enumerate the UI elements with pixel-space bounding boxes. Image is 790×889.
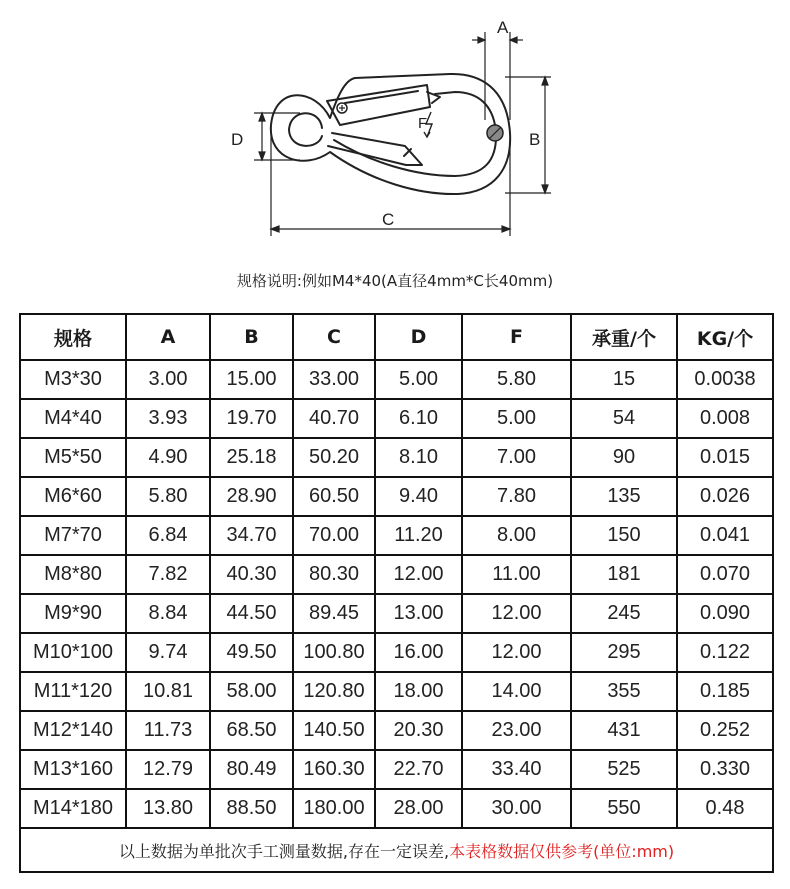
spec-value-cell: 22.70 — [375, 750, 462, 789]
spec-value-cell: 0.48 — [677, 789, 773, 828]
spec-value-cell: 60.50 — [293, 477, 375, 516]
carabiner-eye — [289, 113, 322, 146]
spec-value-cell: 181 — [571, 555, 677, 594]
spec-value-cell: 245 — [571, 594, 677, 633]
spec-value-cell: 0.330 — [677, 750, 773, 789]
spec-value-cell: 11.00 — [462, 555, 571, 594]
carabiner-diagram — [0, 0, 790, 260]
dim-label-d: D — [231, 130, 244, 149]
spec-value-cell: 70.00 — [293, 516, 375, 555]
spec-value-cell: 9.40 — [375, 477, 462, 516]
spec-value-cell: 550 — [571, 789, 677, 828]
table-row — [20, 750, 773, 789]
spec-model-cell: M10*100 — [20, 633, 126, 672]
spec-value-cell: 11.20 — [375, 516, 462, 555]
spec-value-cell: 16.00 — [375, 633, 462, 672]
spec-model-cell: M6*60 — [20, 477, 126, 516]
dim-label-f: F — [418, 115, 428, 132]
spec-model-cell: M8*80 — [20, 555, 126, 594]
spec-value-cell: 0.090 — [677, 594, 773, 633]
header-cell: F — [462, 314, 571, 360]
spec-value-cell: 0.070 — [677, 555, 773, 594]
spec-value-cell: 88.50 — [210, 789, 293, 828]
spec-value-cell: 50.20 — [293, 438, 375, 477]
spec-caption: 规格说明:例如M4*40(A直径4mm*C长40mm) — [236, 272, 554, 290]
table-row — [20, 399, 773, 438]
spec-value-cell: 7.82 — [126, 555, 210, 594]
spec-value-cell: 7.80 — [462, 477, 571, 516]
spec-value-cell: 5.80 — [126, 477, 210, 516]
spec-model-cell: M4*40 — [20, 399, 126, 438]
spec-value-cell: 8.84 — [126, 594, 210, 633]
spec-model-cell: M12*140 — [20, 711, 126, 750]
spec-value-cell: 160.30 — [293, 750, 375, 789]
spec-value-cell: 12.00 — [462, 594, 571, 633]
dim-label-c: C — [382, 210, 395, 229]
spec-value-cell: 33.00 — [293, 360, 375, 399]
spec-value-cell: 295 — [571, 633, 677, 672]
spec-value-cell: 0.252 — [677, 711, 773, 750]
table-row — [20, 711, 773, 750]
spec-value-cell: 6.84 — [126, 516, 210, 555]
spec-value-cell: 100.80 — [293, 633, 375, 672]
spec-value-cell: 0.008 — [677, 399, 773, 438]
spec-value-cell: 8.00 — [462, 516, 571, 555]
header-cell: 承重/个 — [571, 314, 677, 360]
spec-value-cell: 14.00 — [462, 672, 571, 711]
spec-value-cell: 25.18 — [210, 438, 293, 477]
spec-value-cell: 18.00 — [375, 672, 462, 711]
table-note-row — [20, 828, 773, 872]
header-cell: A — [126, 314, 210, 360]
header-cell: B — [210, 314, 293, 360]
spec-value-cell: 12.79 — [126, 750, 210, 789]
spec-value-cell: 7.00 — [462, 438, 571, 477]
spec-value-cell: 0.122 — [677, 633, 773, 672]
spec-value-cell: 0.026 — [677, 477, 773, 516]
spec-value-cell: 0.0038 — [677, 360, 773, 399]
spec-value-cell: 12.00 — [375, 555, 462, 594]
spec-model-cell: M9*90 — [20, 594, 126, 633]
spec-value-cell: 40.70 — [293, 399, 375, 438]
table-row — [20, 594, 773, 633]
spec-value-cell: 15.00 — [210, 360, 293, 399]
header-cell: C — [293, 314, 375, 360]
spec-model-cell: M14*180 — [20, 789, 126, 828]
spec-value-cell: 355 — [571, 672, 677, 711]
spec-value-cell: 8.10 — [375, 438, 462, 477]
spec-value-cell: 30.00 — [462, 789, 571, 828]
spec-value-cell: 58.00 — [210, 672, 293, 711]
spec-value-cell: 44.50 — [210, 594, 293, 633]
spec-value-cell: 90 — [571, 438, 677, 477]
table-row — [20, 516, 773, 555]
spec-value-cell: 3.00 — [126, 360, 210, 399]
table-row — [20, 555, 773, 594]
spec-value-cell: 0.041 — [677, 516, 773, 555]
spec-model-cell: M11*120 — [20, 672, 126, 711]
spec-model-cell: M7*70 — [20, 516, 126, 555]
table-note — [20, 828, 773, 872]
spec-value-cell: 23.00 — [462, 711, 571, 750]
spec-value-cell: 11.73 — [126, 711, 210, 750]
table-row — [20, 438, 773, 477]
spec-value-cell: 28.90 — [210, 477, 293, 516]
table-header-row — [20, 314, 773, 360]
spec-value-cell: 135 — [571, 477, 677, 516]
spec-model-cell: M13*160 — [20, 750, 126, 789]
table-row — [20, 477, 773, 516]
spec-value-cell: 10.81 — [126, 672, 210, 711]
table-row — [20, 789, 773, 828]
header-cell: KG/个 — [677, 314, 773, 360]
spec-value-cell: 3.93 — [126, 399, 210, 438]
spec-value-cell: 0.185 — [677, 672, 773, 711]
header-cell: D — [375, 314, 462, 360]
spec-value-cell: 68.50 — [210, 711, 293, 750]
spec-value-cell: 13.80 — [126, 789, 210, 828]
spec-value-cell: 49.50 — [210, 633, 293, 672]
spec-value-cell: 9.74 — [126, 633, 210, 672]
spec-value-cell: 80.30 — [293, 555, 375, 594]
dim-label-b: B — [529, 130, 541, 149]
spec-value-cell: 20.30 — [375, 711, 462, 750]
note-text: 以上数据为单批次手工测量数据,存在一定误差, — [118, 841, 450, 861]
spec-value-cell: 15 — [571, 360, 677, 399]
spec-value-cell: 40.30 — [210, 555, 293, 594]
spec-value-cell: 150 — [571, 516, 677, 555]
note-highlight: 本表格数据仅供参考(单位:mm) — [449, 841, 675, 861]
carabiner-outline — [271, 74, 510, 194]
spec-value-cell: 431 — [571, 711, 677, 750]
spec-value-cell: 120.80 — [293, 672, 375, 711]
spec-value-cell: 89.45 — [293, 594, 375, 633]
spec-value-cell: 19.70 — [210, 399, 293, 438]
spec-value-cell: 12.00 — [462, 633, 571, 672]
spec-value-cell: 28.00 — [375, 789, 462, 828]
header-cell: 规格 — [20, 314, 126, 360]
table-row — [20, 633, 773, 672]
spec-value-cell: 80.49 — [210, 750, 293, 789]
spec-value-cell: 5.00 — [375, 360, 462, 399]
spec-value-cell: 180.00 — [293, 789, 375, 828]
spec-value-cell: 140.50 — [293, 711, 375, 750]
spec-value-cell: 54 — [571, 399, 677, 438]
carabiner-inner — [334, 92, 496, 176]
spec-value-cell: 5.80 — [462, 360, 571, 399]
spec-value-cell: 13.00 — [375, 594, 462, 633]
spec-model-cell: M3*30 — [20, 360, 126, 399]
dim-label-a: A — [497, 18, 509, 37]
spec-value-cell: 33.40 — [462, 750, 571, 789]
spec-value-cell: 5.00 — [462, 399, 571, 438]
table-row — [20, 672, 773, 711]
spec-value-cell: 525 — [571, 750, 677, 789]
spec-value-cell: 6.10 — [375, 399, 462, 438]
table-row — [20, 360, 773, 399]
spec-table — [19, 313, 774, 873]
spec-value-cell: 34.70 — [210, 516, 293, 555]
spec-model-cell: M5*50 — [20, 438, 126, 477]
spec-value-cell: 0.015 — [677, 438, 773, 477]
spec-value-cell: 4.90 — [126, 438, 210, 477]
